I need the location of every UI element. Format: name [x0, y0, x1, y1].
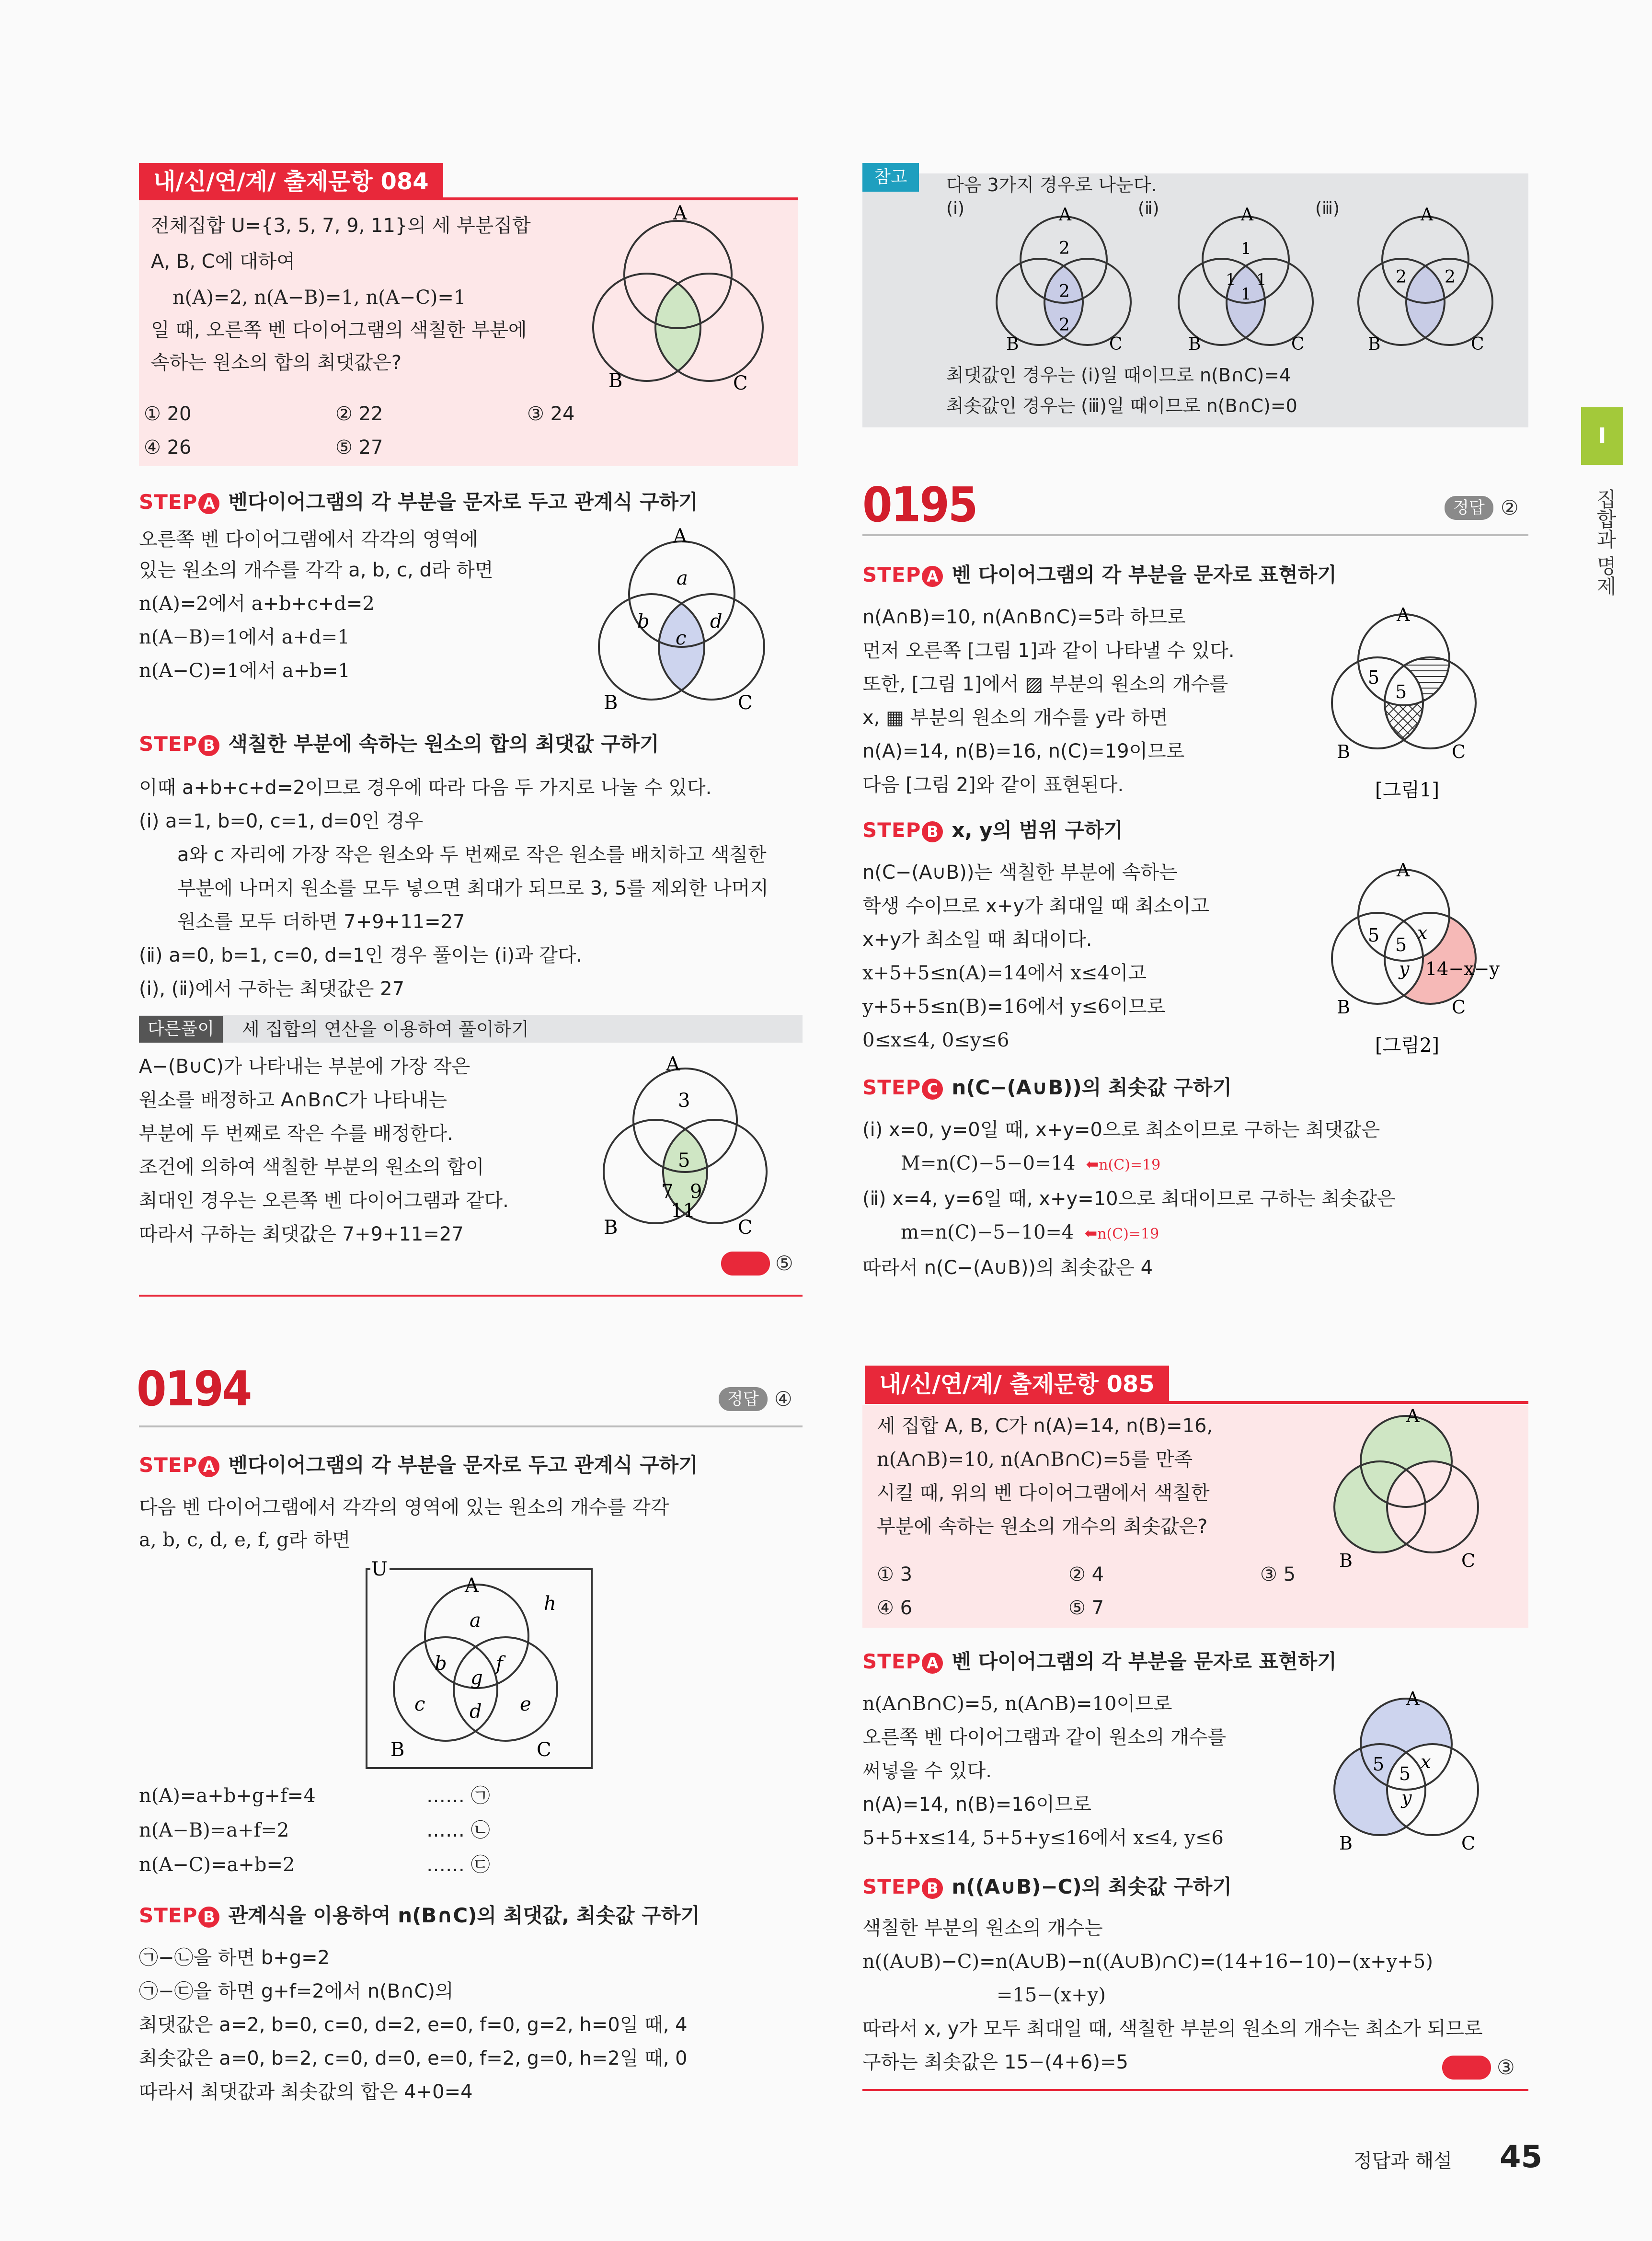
choice-4: ④ 6 — [877, 1597, 913, 1619]
p0195-rule — [862, 534, 1528, 536]
svg-text:A: A — [1421, 206, 1433, 225]
svg-text:A: A — [1241, 206, 1253, 225]
svg-text:y: y — [1401, 1787, 1412, 1808]
svg-text:C: C — [733, 372, 748, 394]
s084-answer-value: ⑤ — [775, 1252, 793, 1275]
svg-text:y: y — [1399, 958, 1410, 979]
svg-text:A: A — [465, 1574, 479, 1597]
svg-text:A: A — [673, 527, 687, 547]
alt-solution-venn — [589, 1054, 795, 1251]
svg-text:2: 2 — [1396, 267, 1407, 287]
svg-text:5: 5 — [678, 1149, 690, 1172]
p0195-figure-1 — [1322, 605, 1485, 816]
svg-text:11: 11 — [671, 1200, 695, 1222]
p0195-step-c: STEP C n(C−(A∪B))의 최솟값 구하기 — [862, 1076, 1232, 1099]
s084-venn-abcd — [585, 527, 791, 724]
p0195-answer-value: ② — [1501, 496, 1519, 519]
p0194-equations: n(A)=a+b+g+f=4 …… ㉠ n(A−B)=a+f=2 …… ㉡ n(A−C)=a+b=2 …… ㉢ — [139, 1785, 490, 1876]
choice-3: ③ 24 — [527, 403, 575, 425]
svg-text:B: B — [1337, 997, 1350, 1018]
svg-text:A: A — [1397, 860, 1410, 881]
s084-step-a: STEP A 벤다이어그램의 각 부분을 문자로 두고 관계식 구하기 — [139, 490, 698, 514]
svg-text:A: A — [1406, 1405, 1420, 1426]
s084-separator — [139, 1295, 803, 1297]
problem-085-venn — [1322, 1404, 1509, 1576]
svg-text:2: 2 — [1059, 282, 1070, 301]
svg-text:B: B — [608, 370, 623, 392]
s084-step-b: STEP B 색칠한 부분에 속하는 원소의 합의 최댓값 구하기 — [139, 732, 659, 756]
svg-text:7: 7 — [661, 1181, 674, 1203]
page-number: 45 — [1500, 2139, 1543, 2175]
svg-text:A: A — [666, 1054, 680, 1075]
s085-separator — [862, 2089, 1528, 2091]
svg-text:[그림1]: [그림1] — [1375, 779, 1439, 801]
svg-text:B: B — [1006, 334, 1019, 354]
svg-text:b: b — [637, 610, 650, 632]
choice-3: ③ 5 — [1260, 1563, 1296, 1586]
svg-text:B: B — [1339, 1833, 1353, 1854]
p0195-step-b: STEP B x, y의 범위 구하기 — [862, 818, 1124, 842]
reference-venn-1 — [987, 206, 1145, 364]
svg-text:C: C — [1291, 334, 1305, 354]
svg-text:B: B — [604, 692, 618, 714]
problem-085-header: 내/신/연/계/ 출제문항 085 — [865, 1366, 1169, 1403]
svg-text:5: 5 — [1368, 667, 1380, 688]
p0194-step-a-text: 다음 벤 다이어그램에서 각각의 영역에 있는 원소의 개수를 각각 a, b, c, d, e, f, g라 하면 — [139, 1496, 669, 1551]
svg-text:C: C — [1461, 1550, 1476, 1571]
reference-case-1: (ⅰ) — [946, 199, 965, 218]
svg-text:5: 5 — [1399, 1763, 1411, 1784]
svg-text:U: U — [371, 1558, 388, 1580]
svg-text:g: g — [470, 1667, 483, 1689]
s085-step-b-text: 색칠한 부분의 원소의 개수는 n((A∪B)−C)=n(A∪B)−n((A∪B)∩C)=(14+16−10)−(x+y+5) =15−(x+y) 따라서 x, y가 모두 최대일 때, 색칠한 부분의 원소의 개수는 최소가 되므로 구하는 최솟값은 15−(4+6)=5 — [862, 1917, 1483, 2073]
problem-084-header: 내/신/연/계/ 출제문항 084 — [139, 163, 443, 200]
p0194-step-b: STEP B 관계식을 이용하여 n(B∩C)의 최댓값, 최솟값 구하기 — [139, 1904, 700, 1927]
s085-step-a: STEP A 벤 다이어그램의 각 부분을 문자로 표현하기 — [862, 1650, 1337, 1673]
p0195-figure-2 — [1322, 860, 1514, 1071]
svg-text:B: B — [1337, 741, 1350, 762]
problem-085-text: 세 집합 A, B, C가 n(A)=14, n(B)=16, n(A∩B)=10, n(A∩B∩C)=5를 만족 시킬 때, 위의 벤 다이어그램에서 색칠한 부분에 속하는 원소의 개수의 최솟값은? — [877, 1415, 1213, 1538]
svg-text:a: a — [470, 1609, 481, 1632]
choice-1: ① 3 — [877, 1563, 913, 1586]
s084-step-a-text: 오른쪽 벤 다이어그램에서 각각의 영역에 있는 원소의 개수를 각각 a, b, c, d라 하면 n(A)=2에서 a+b+c+d=2 n(A−B)=1에서 a+d=1 n(A−C)=1에서 a+b=1 — [139, 529, 493, 682]
p0194-step-b-text: ㉠−㉡을 하면 b+g=2 ㉠−㉢을 하면 g+f=2에서 n(B∩C)의 최댓값은 a=2, b=0, c=0, d=2, e=0, f=0, g=2, h=0일 때, 4 최솟값은 a=0, b=2, c=0, d=0, e=0, f=2, g=0, h=2일 때, 0 따라서 최댓값과 최솟값의 합은 4+0=4 — [139, 1947, 688, 2103]
footer-label: 정답과 해설 — [1354, 2150, 1452, 2172]
alt-solution-text: A−(B∪C)가 나타내는 부분에 가장 작은 원소를 배정하고 A∩B∩C가 나타내는 부분에 두 번째로 작은 수를 배정한다. 조건에 의하여 색칠한 부분의 원소의 합이 최대인 경우는 오른쪽 벤 다이어그램과 같다. 따라서 구하는 최댓값은 7+9+11=27 — [139, 1056, 509, 1245]
problem-084-venn — [580, 205, 791, 402]
svg-text:B: B — [1339, 1550, 1353, 1571]
p0194-venn-universal — [362, 1557, 597, 1773]
choice-1: ① 20 — [144, 403, 192, 425]
svg-text:c: c — [676, 627, 687, 649]
svg-text:d: d — [710, 610, 723, 632]
reference-case-2: (ⅱ) — [1138, 199, 1159, 218]
choice-5: ⑤ 27 — [335, 437, 383, 459]
svg-text:f: f — [496, 1653, 503, 1675]
chapter-tab[interactable]: I — [1581, 407, 1623, 465]
reference-intro: 다음 3가지 경우로 나눈다. — [946, 174, 1157, 195]
reference-badge: 참고 — [862, 163, 919, 192]
svg-text:x: x — [1421, 1751, 1431, 1772]
svg-text:A: A — [1397, 605, 1410, 625]
svg-text:1: 1 — [1256, 270, 1267, 289]
svg-text:3: 3 — [678, 1090, 690, 1112]
p0195-step-a: STEP A 벤 다이어그램의 각 부분을 문자로 표현하기 — [862, 563, 1337, 586]
alt-solution-badge: 다른풀이 — [139, 1016, 223, 1043]
problem-084-header-bar — [139, 197, 798, 200]
p0194-answer-badge: 정답 — [719, 1387, 768, 1411]
p0195-answer-badge: 정답 — [1445, 496, 1493, 520]
svg-text:C: C — [537, 1739, 551, 1761]
svg-text:14−x−y: 14−x−y — [1425, 958, 1500, 979]
svg-text:1: 1 — [1226, 270, 1236, 289]
p0195-step-c-text: (ⅰ) x=0, y=0일 때, x+y=0으로 최소이므로 구하는 최댓값은 M=n(C)−5−0=14 ⬅n(C)=19 (ⅱ) x=4, y=6일 때, x+y=10으로 최대이므로 구하는 최솟값은 m=n(C)−5−10=4 ⬅n(C)=19 따라서 n(C−(A∪B))의 최솟값은 4 — [862, 1119, 1396, 1279]
reference-venn-2 — [1169, 206, 1327, 364]
svg-text:h: h — [544, 1593, 556, 1615]
svg-text:A: A — [673, 205, 687, 224]
svg-text:C: C — [1452, 741, 1466, 762]
problem-0195-number: 0195 — [862, 477, 977, 533]
problem-0194-number: 0194 — [137, 1361, 251, 1417]
svg-text:2: 2 — [1059, 239, 1070, 258]
choice-2: ② 22 — [335, 403, 383, 425]
reference-conclusion: 최댓값인 경우는 (ⅰ)일 때이므로 n(B∩C)=4 최솟값인 경우는 (ⅲ)일 때이므로 n(B∩C)=0 — [946, 365, 1297, 416]
s084-answer-badge: 정답 — [721, 1252, 770, 1276]
s084-step-b-text: 이때 a+b+c+d=2이므로 경우에 따라 다음 두 가지로 나눌 수 있다. (ⅰ) a=1, b=0, c=1, d=0인 경우 a와 c 자리에 가장 작은 원소와 두 번째로 작은 원소를 배치하고 색칠한 부분에 나머지 원소를 모두 넣으면 최대가 되므로 3, 5를 제외한 나머지 원소를 모두 더하면 7+9+11=27 (ⅱ) a=0, b=1, c=0, d=1인 경우 풀이는 (ⅰ)과 같다. (ⅰ), (ⅱ)에서 구하는 최댓값은 27 — [139, 777, 769, 1000]
svg-text:a: a — [677, 567, 688, 589]
p0195-step-a-text: n(A∩B)=10, n(A∩B∩C)=5라 하므로 먼저 오른쪽 [그림 1]과 같이 나타낼 수 있다. 또한, [그림 1]에서 ▨ 부분의 원소의 개수를 x, ▦ 부분의 원소의 개수를 y라 하면 n(A)=14, n(B)=16, n(C)=19이므로 다음 [그림 2]와 같이 표현된다. — [862, 606, 1235, 796]
svg-text:C: C — [738, 692, 753, 714]
svg-text:C: C — [1461, 1833, 1476, 1854]
svg-text:B: B — [604, 1217, 618, 1239]
svg-text:B: B — [390, 1739, 405, 1761]
choice-4: ④ 26 — [144, 437, 192, 459]
svg-text:B: B — [1188, 334, 1201, 354]
svg-text:b: b — [435, 1653, 447, 1675]
p0194-step-a: STEP A 벤다이어그램의 각 부분을 문자로 두고 관계식 구하기 — [139, 1453, 698, 1477]
svg-text:[그림2]: [그림2] — [1375, 1034, 1439, 1057]
choice-5: ⑤ 7 — [1068, 1597, 1104, 1619]
svg-text:5: 5 — [1368, 925, 1380, 946]
svg-text:B: B — [1368, 334, 1381, 354]
svg-text:C: C — [1109, 334, 1123, 354]
svg-text:e: e — [520, 1693, 531, 1715]
choice-2: ② 4 — [1068, 1563, 1104, 1586]
p0194-answer-value: ④ — [774, 1387, 792, 1411]
reference-case-3: (ⅲ) — [1315, 199, 1340, 218]
svg-text:d: d — [470, 1701, 482, 1723]
svg-text:2: 2 — [1059, 315, 1070, 335]
svg-text:1: 1 — [1241, 239, 1251, 258]
svg-text:2: 2 — [1445, 267, 1456, 287]
svg-text:x: x — [1417, 922, 1428, 943]
p0195-step-b-text: n(C−(A∪B))는 색칠한 부분에 속하는 학생 수이므로 x+y가 최대일 때 최소이고 x+y가 최소일 때 최대이다. x+5+5≤n(A)=14에서 x≤4이고 y+5+5≤n(B)=16에서 y≤6이므로 0≤x≤4, 0≤y≤6 — [862, 862, 1210, 1051]
reference-venn-3 — [1349, 206, 1507, 364]
svg-text:C: C — [1452, 997, 1466, 1018]
s085-step-b: STEP B n((A∪B)−C)의 최솟값 구하기 — [862, 1875, 1232, 1898]
p0194-rule — [139, 1425, 803, 1427]
svg-text:5: 5 — [1395, 934, 1407, 955]
svg-text:A: A — [1059, 206, 1071, 225]
svg-text:1: 1 — [1241, 285, 1251, 304]
alt-solution-title: 세 집합의 연산을 이용하여 풀이하기 — [242, 1019, 529, 1040]
svg-text:C: C — [738, 1217, 753, 1239]
s085-answer-value: ③ — [1497, 2056, 1515, 2079]
s085-venn — [1322, 1687, 1509, 1859]
svg-text:9: 9 — [690, 1181, 702, 1203]
problem-084-text: 전체집합 U={3, 5, 7, 9, 11}의 세 부분집합 A, B, C에 대하여 n(A)=2, n(A−B)=1, n(A−C)=1 일 때, 오른쪽 벤 다이어그램의 색칠한 부분에 속하는 원소의 합의 최댓값은? — [151, 215, 531, 374]
svg-text:5: 5 — [1373, 1754, 1385, 1775]
svg-text:A: A — [1406, 1688, 1420, 1709]
s085-step-a-text: n(A∩B∩C)=5, n(A∩B)=10이므로 오른쪽 벤 다이어그램과 같이 원소의 개수를 써넣을 수 있다. n(A)=14, n(B)=16이므로 5+5+x≤14, 5+5+y≤16에서 x≤4, y≤6 — [862, 1693, 1227, 1849]
svg-text:C: C — [1471, 334, 1484, 354]
chapter-title: 집합과 명제 — [1594, 489, 1617, 596]
svg-text:5: 5 — [1395, 681, 1407, 702]
s085-answer-badge: 정답 — [1442, 2056, 1491, 2080]
svg-text:c: c — [414, 1693, 425, 1715]
